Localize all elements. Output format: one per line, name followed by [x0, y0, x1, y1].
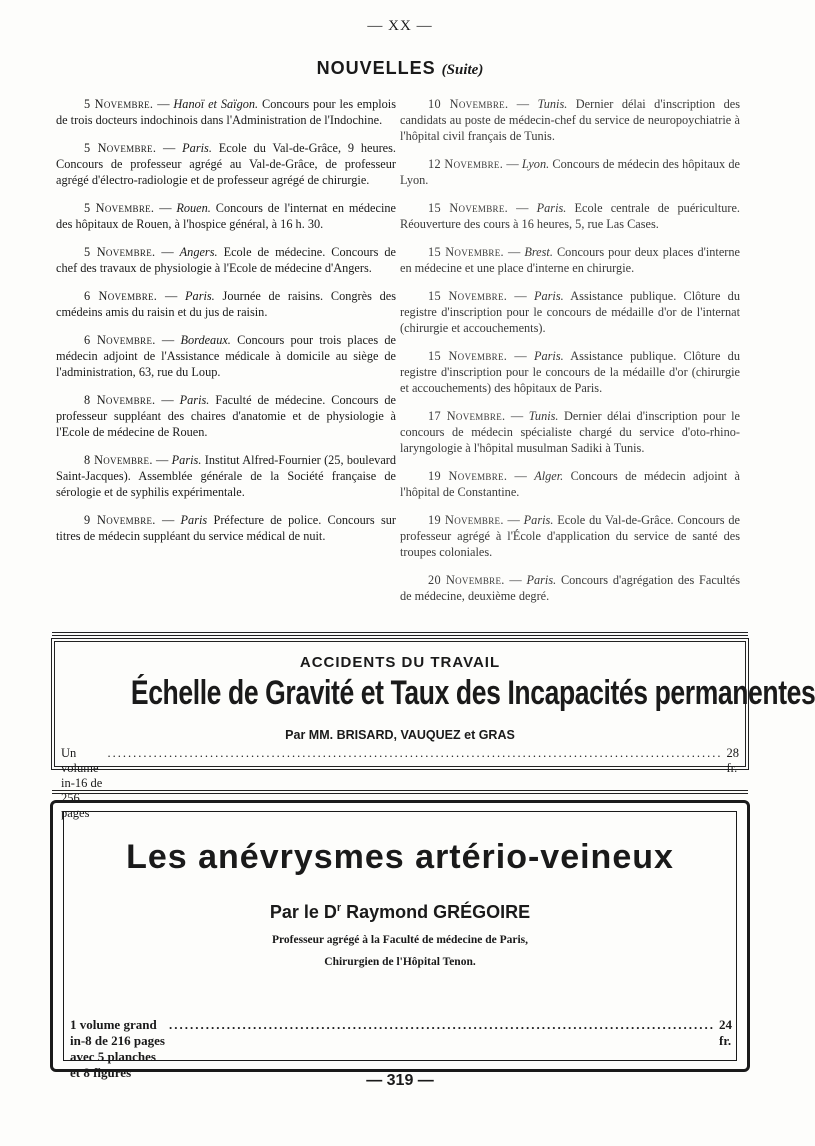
- news-entry: 6 Novembre. — Paris. Journée de raisins. Congrès des cmédeins amis du raisin et du jus de raisin.: [56, 289, 397, 319]
- ad2-title: Les anévrysmes artério-veineux: [126, 838, 674, 876]
- entry-date: 12 Novembre.: [428, 157, 504, 171]
- ad2-volume: 1 volume grand in-8 de 216 pages avec 5 planches et 8 figures: [70, 1017, 165, 1080]
- entry-date: 5 Novembre.: [84, 201, 155, 215]
- entry-date: 15 Novembre.: [428, 201, 509, 215]
- entry-city: Paris.: [182, 141, 212, 155]
- advertisement-anevrysmes: [50, 800, 750, 1080]
- news-entry: 5 Novembre. — Rouen. Concours de l'internat en médecine des hôpitaux de Rouen, à l'hospice général, à 16 h. 30.: [56, 201, 396, 231]
- entry-text: Concours pour les emplois de trois docteurs indochinois dans l'Administration de l'Indochine.: [56, 97, 396, 127]
- ad2-author-sup: r: [336, 902, 342, 914]
- entry-text: Concours pour deux places d'interne en médecine et une place d'interne en chirurgie.: [400, 245, 740, 275]
- entry-date: 6 Novembre.: [84, 289, 158, 303]
- ad2-author-name: Raymond GRÉGOIRE: [346, 902, 531, 922]
- entry-text: Faculté de médecine. Concours de professeur suppléant des chaires d'anatomie et de physiologie à l'Ecole de médecine de Rouen.: [56, 393, 396, 439]
- news-entry: 5 Novembre. — Angers. Ecole de médecine. Concours de chef des travaux de physiologie à l'Ecole de médecine d'Angers.: [56, 245, 396, 275]
- ad2-author: [50, 902, 750, 923]
- divider-bottom: [52, 790, 748, 794]
- entry-text: Journée de raisins. Congrès des cmédeins amis du raisin et du jus de raisin.: [56, 289, 397, 319]
- entry-text: Concours pour trois places de médecin adjoint de l'Assistance médicale à domicile au siège de l'administration, 63, rue du Loup.: [56, 333, 396, 379]
- entry-text: Ecole centrale de puériculture. Réouverture des cours à 16 heures, 5, rue Las Cases.: [400, 201, 741, 231]
- entry-city: Rouen.: [176, 201, 211, 215]
- ad1-volume: Un volume in-16 de 256 pages: [61, 746, 103, 820]
- entry-city: Hanoï et Saïgon.: [173, 97, 259, 111]
- entry-city: Tunis.: [528, 409, 559, 423]
- entry-date: 17 Novembre.: [428, 409, 506, 423]
- entry-date: 15 Novembre.: [428, 245, 504, 259]
- entry-date: 10 Novembre.: [428, 97, 509, 111]
- entry-city: Paris.: [536, 201, 567, 215]
- entry-date: 20 Novembre.: [428, 573, 505, 587]
- entry-text: Institut Alfred-Fournier (25, boulevard Saint-Jacques). Assemblée générale de la Société française de sérologie et de syphilis expérimentale.: [56, 453, 397, 499]
- entry-city: Paris.: [523, 513, 554, 527]
- entry-city: Paris.: [171, 453, 202, 467]
- entry-text: Ecole du Val-de-Grâce. Concours de professeur agrégé à l'École d'application du service de santé des troupes coloniales.: [400, 513, 741, 559]
- news-entry: 10 Novembre. — Tunis. Dernier délai d'inscription des candidats au poste de médecin-chef du service de neuropoychiatrie à l'hôpital civil français de Tunis.: [400, 97, 741, 143]
- entry-city: Paris.: [179, 393, 210, 407]
- entry-text: Dernier délai d'inscription pour le concours de médecin spécialiste chargé du service d'oto-rhino-laryngologie à l'hôpital musulman Sadiki à Tunis.: [400, 409, 741, 455]
- entry-city: Brest.: [524, 245, 553, 259]
- entry-city: Paris.: [185, 289, 215, 303]
- ad1-leader-dots: ........................................................................................................................: [107, 746, 723, 760]
- entry-city: Paris.: [533, 289, 564, 303]
- ad2-price: 24 fr.: [719, 1017, 732, 1048]
- entry-text: Concours d'agrégation des Facultés de médecine, deuxième degré.: [400, 573, 740, 603]
- advertisement-accidents-du-travail: [54, 641, 815, 820]
- news-entry: 15 Novembre. — Paris. Assistance publique. Clôture du registre d'inscription pour le concours de médaille d'or de l'internat (chirurgie et accouchements).: [400, 289, 740, 335]
- ad2-author-title: Professeur agrégé à la Faculté de médecine de Paris,: [271, 934, 529, 946]
- news-entry: 17 Novembre. — Tunis. Dernier délai d'inscription pour le concours de médecin spécialiste chargé du service d'oto-rhino-laryngologie à l'hôpital musulman Sadiki à Tunis.: [400, 409, 741, 455]
- entry-date: 5 Novembre.: [84, 245, 156, 259]
- entry-text: Ecole du Val-de-Grâce, 9 heures. Concours de professeur agrégé au Val-de-Grâce, de professeur agrégé d'électro-radiologie et de professeur agrégé de chirurgie.: [56, 141, 397, 187]
- news-entry: 15 Novembre. — Brest. Concours pour deux places d'interne en médecine et une place d'interne en chirurgie.: [400, 245, 740, 275]
- page-header: — XX —: [367, 18, 433, 34]
- page-number: — 319 —: [366, 1072, 434, 1089]
- entry-city: Paris.: [526, 573, 557, 587]
- news-entry: 8 Novembre. — Paris. Faculté de médecine. Concours de professeur suppléant des chaires d'anatomie et de physiologie à l'Ecole de médecine de Rouen.: [56, 393, 396, 439]
- entry-date: 9 Novembre.: [84, 513, 156, 527]
- entry-text: Concours de l'internat en médecine des hôpitaux de Rouen, à l'hospice général, à 16 h. 30.: [56, 201, 396, 231]
- entry-text: Assistance publique. Clôture du registre d'inscription pour le concours de la médaille d'or (chirurgie et accouchements) des hôpitaux de Paris.: [400, 349, 740, 395]
- ad1-title: Échelle de Gravité et Taux des Incapacités permanentes: [130, 674, 815, 712]
- news-columns: [56, 96, 740, 616]
- entry-city: Paris.: [533, 349, 564, 363]
- entry-text: Dernier délai d'inscription des candidats au poste de médecin-chef du service de neuropoychiatrie à l'hôpital civil français de Tunis.: [400, 97, 741, 143]
- section-title-text: NOUVELLES: [316, 58, 436, 78]
- news-entry: 20 Novembre. — Paris. Concours d'agrégation des Facultés de médecine, deuxième degré.: [400, 573, 740, 603]
- news-entry: 8 Novembre. — Paris. Institut Alfred-Fournier (25, boulevard Saint-Jacques). Assemblée générale de la Société française de sérologie et de syphilis expérimentale.: [56, 453, 397, 499]
- news-entry: 19 Novembre. — Paris. Ecole du Val-de-Grâce. Concours de professeur agrégé à l'École d'application du service de santé des troupes coloniales.: [400, 513, 741, 559]
- entry-date: 19 Novembre.: [428, 513, 504, 527]
- ad1-authors: Par MM. BRISARD, VAUQUEZ et GRAS: [285, 728, 515, 742]
- entry-date: 19 Novembre.: [428, 469, 508, 483]
- entry-text: Concours de médecin des hôpitaux de Lyon.: [400, 157, 740, 187]
- ad1-kicker: ACCIDENTS DU TRAVAIL: [299, 654, 501, 671]
- entry-date: 15 Novembre.: [428, 289, 508, 303]
- entry-date: 15 Novembre.: [428, 349, 508, 363]
- entry-date: 8 Novembre.: [84, 393, 156, 407]
- entry-city: Angers.: [179, 245, 218, 259]
- news-entry: 15 Novembre. — Paris. Assistance publique. Clôture du registre d'inscription pour le concours de la médaille d'or (chirurgie et accouchements) des hôpitaux de Paris.: [400, 349, 740, 395]
- left-column: [56, 96, 396, 616]
- section-title: [0, 58, 800, 79]
- ad1-price: 28 fr.: [726, 746, 739, 775]
- divider-top: [52, 632, 748, 636]
- news-entry: 9 Novembre. — Paris Préfecture de police. Concours sur titres de médecin suppléant du service médical de nuit.: [56, 513, 396, 543]
- section-title-suite: (Suite): [441, 62, 484, 78]
- entry-text: Préfecture de police. Concours sur titres de médecin suppléant du service médical de nuit.: [56, 513, 396, 543]
- news-entry: 6 Novembre. — Bordeaux. Concours pour trois places de médecin adjoint de l'Assistance médicale à domicile au siège de l'administration, 63, rue du Loup.: [56, 333, 396, 379]
- entry-city: Tunis.: [537, 97, 568, 111]
- entry-text: Ecole de médecine. Concours de chef des travaux de physiologie à l'Ecole de médecine d'Angers.: [56, 245, 396, 275]
- news-entry: 19 Novembre. — Alger. Concours de médecin adjoint à l'hôpital de Constantine.: [400, 469, 740, 499]
- entry-date: 8 Novembre.: [84, 453, 153, 467]
- ad2-leader-dots: ........................................................................................................: [169, 1017, 715, 1032]
- news-entry: 12 Novembre. — Lyon. Concours de médecin des hôpitaux de Lyon.: [400, 157, 740, 187]
- entry-text: Assistance publique. Clôture du registre d'inscription pour le concours de médaille d'or de l'internat (chirurgie et accouchements).: [400, 289, 740, 335]
- ad2-author-prefix: Par le D: [269, 902, 337, 922]
- entry-city: Lyon.: [521, 157, 550, 171]
- news-entry: 15 Novembre. — Paris. Ecole centrale de puériculture. Réouverture des cours à 16 heures, 5, rue Las Cases.: [400, 201, 741, 231]
- entry-date: 6 Novembre.: [84, 333, 156, 347]
- entry-city: Bordeaux.: [180, 333, 231, 347]
- entry-city: Alger.: [534, 469, 564, 483]
- ad2-author-position: Chirurgien de l'Hôpital Tenon.: [324, 956, 476, 968]
- entry-city: Paris: [180, 513, 208, 527]
- news-entry: 5 Novembre. — Paris. Ecole du Val-de-Grâce, 9 heures. Concours de professeur agrégé au Val-de-Grâce, de professeur agrégé d'électro-radiologie et de professeur agrégé de chirurgie.: [56, 141, 397, 187]
- entry-text: Concours de médecin adjoint à l'hôpital de Constantine.: [400, 469, 740, 499]
- entry-date: 5 Novembre.: [84, 141, 157, 155]
- right-column: [400, 96, 740, 616]
- news-entry: 5 Novembre. — Hanoï et Saïgon. Concours pour les emplois de trois docteurs indochinois dans l'Administration de l'Indochine.: [56, 97, 396, 127]
- entry-date: 5 Novembre.: [84, 97, 154, 111]
